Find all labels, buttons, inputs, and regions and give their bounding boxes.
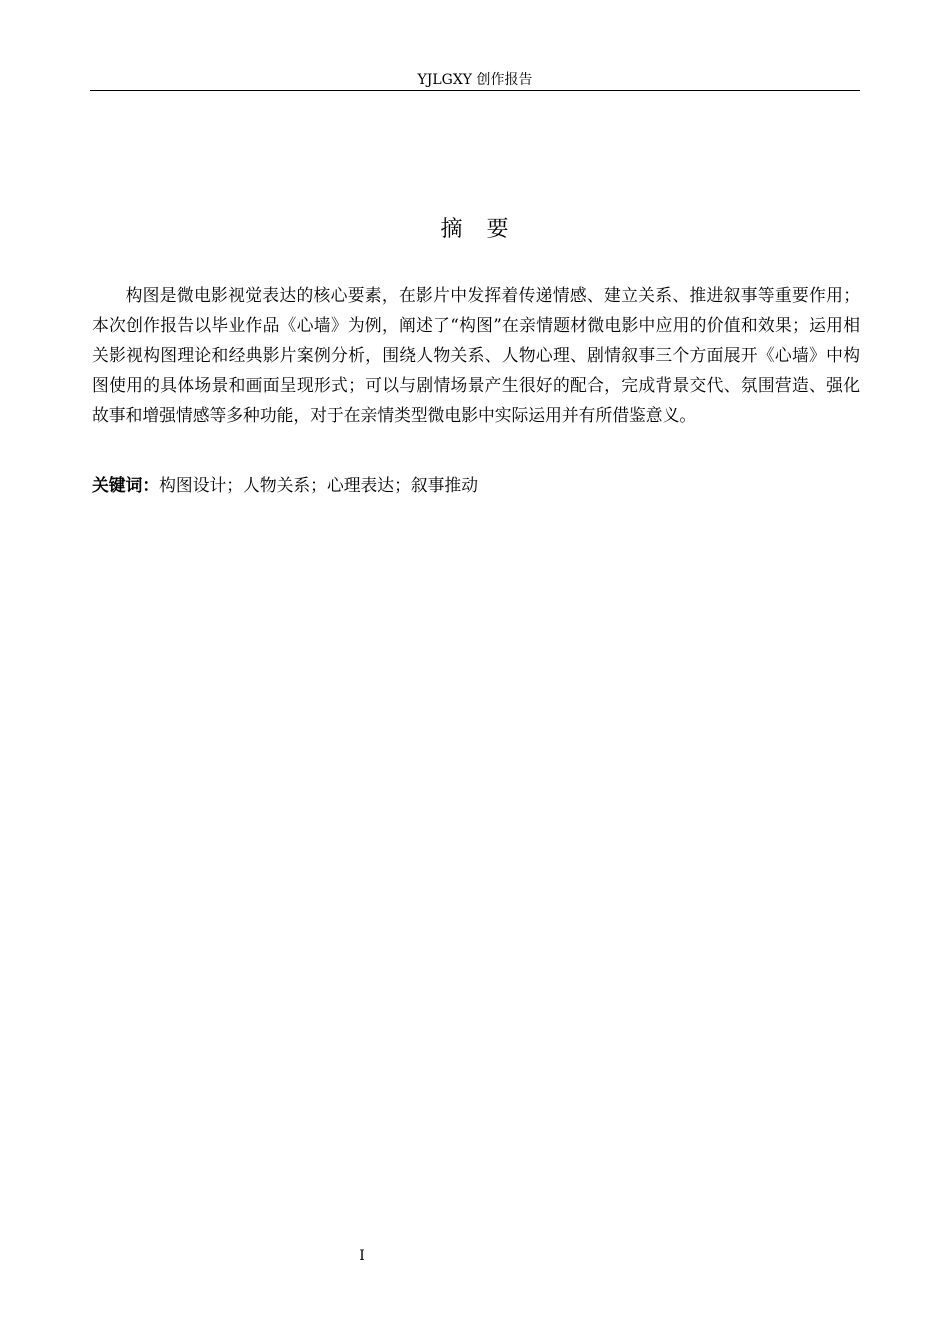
page-number: I [359, 1248, 365, 1264]
page-title: 摘 要 [440, 217, 510, 242]
page-header: YJLGXY 创作报告 [90, 70, 860, 91]
keywords-label: 关键词： [92, 475, 160, 495]
keywords-text: 构图设计；人物关系；心理表达；叙事推动 [159, 475, 478, 495]
abstract-paragraph: 构图是微电影视觉表达的核心要素，在影片中发挥着传递情感、建立关系、推进叙事等重要作用；本次创作报告以毕业作品《心墙》为例，阐述了“构图”在亲情题材微电影中应用的价值和效果；运用相关影视构图理论和经典影片案例分析，围绕人物关系、人物心理、剧情叙事三个方面展开《心墙》中构图使用的具体场景和画面呈现形式；可以与剧情场景产生很好的配合，完成背景交代、氛围营造、强化故事和增强情感等多种功能，对于在亲情类型微电影中实际运用并有所借鉴意义。 [92, 285, 860, 425]
keywords-line [92, 470, 860, 500]
